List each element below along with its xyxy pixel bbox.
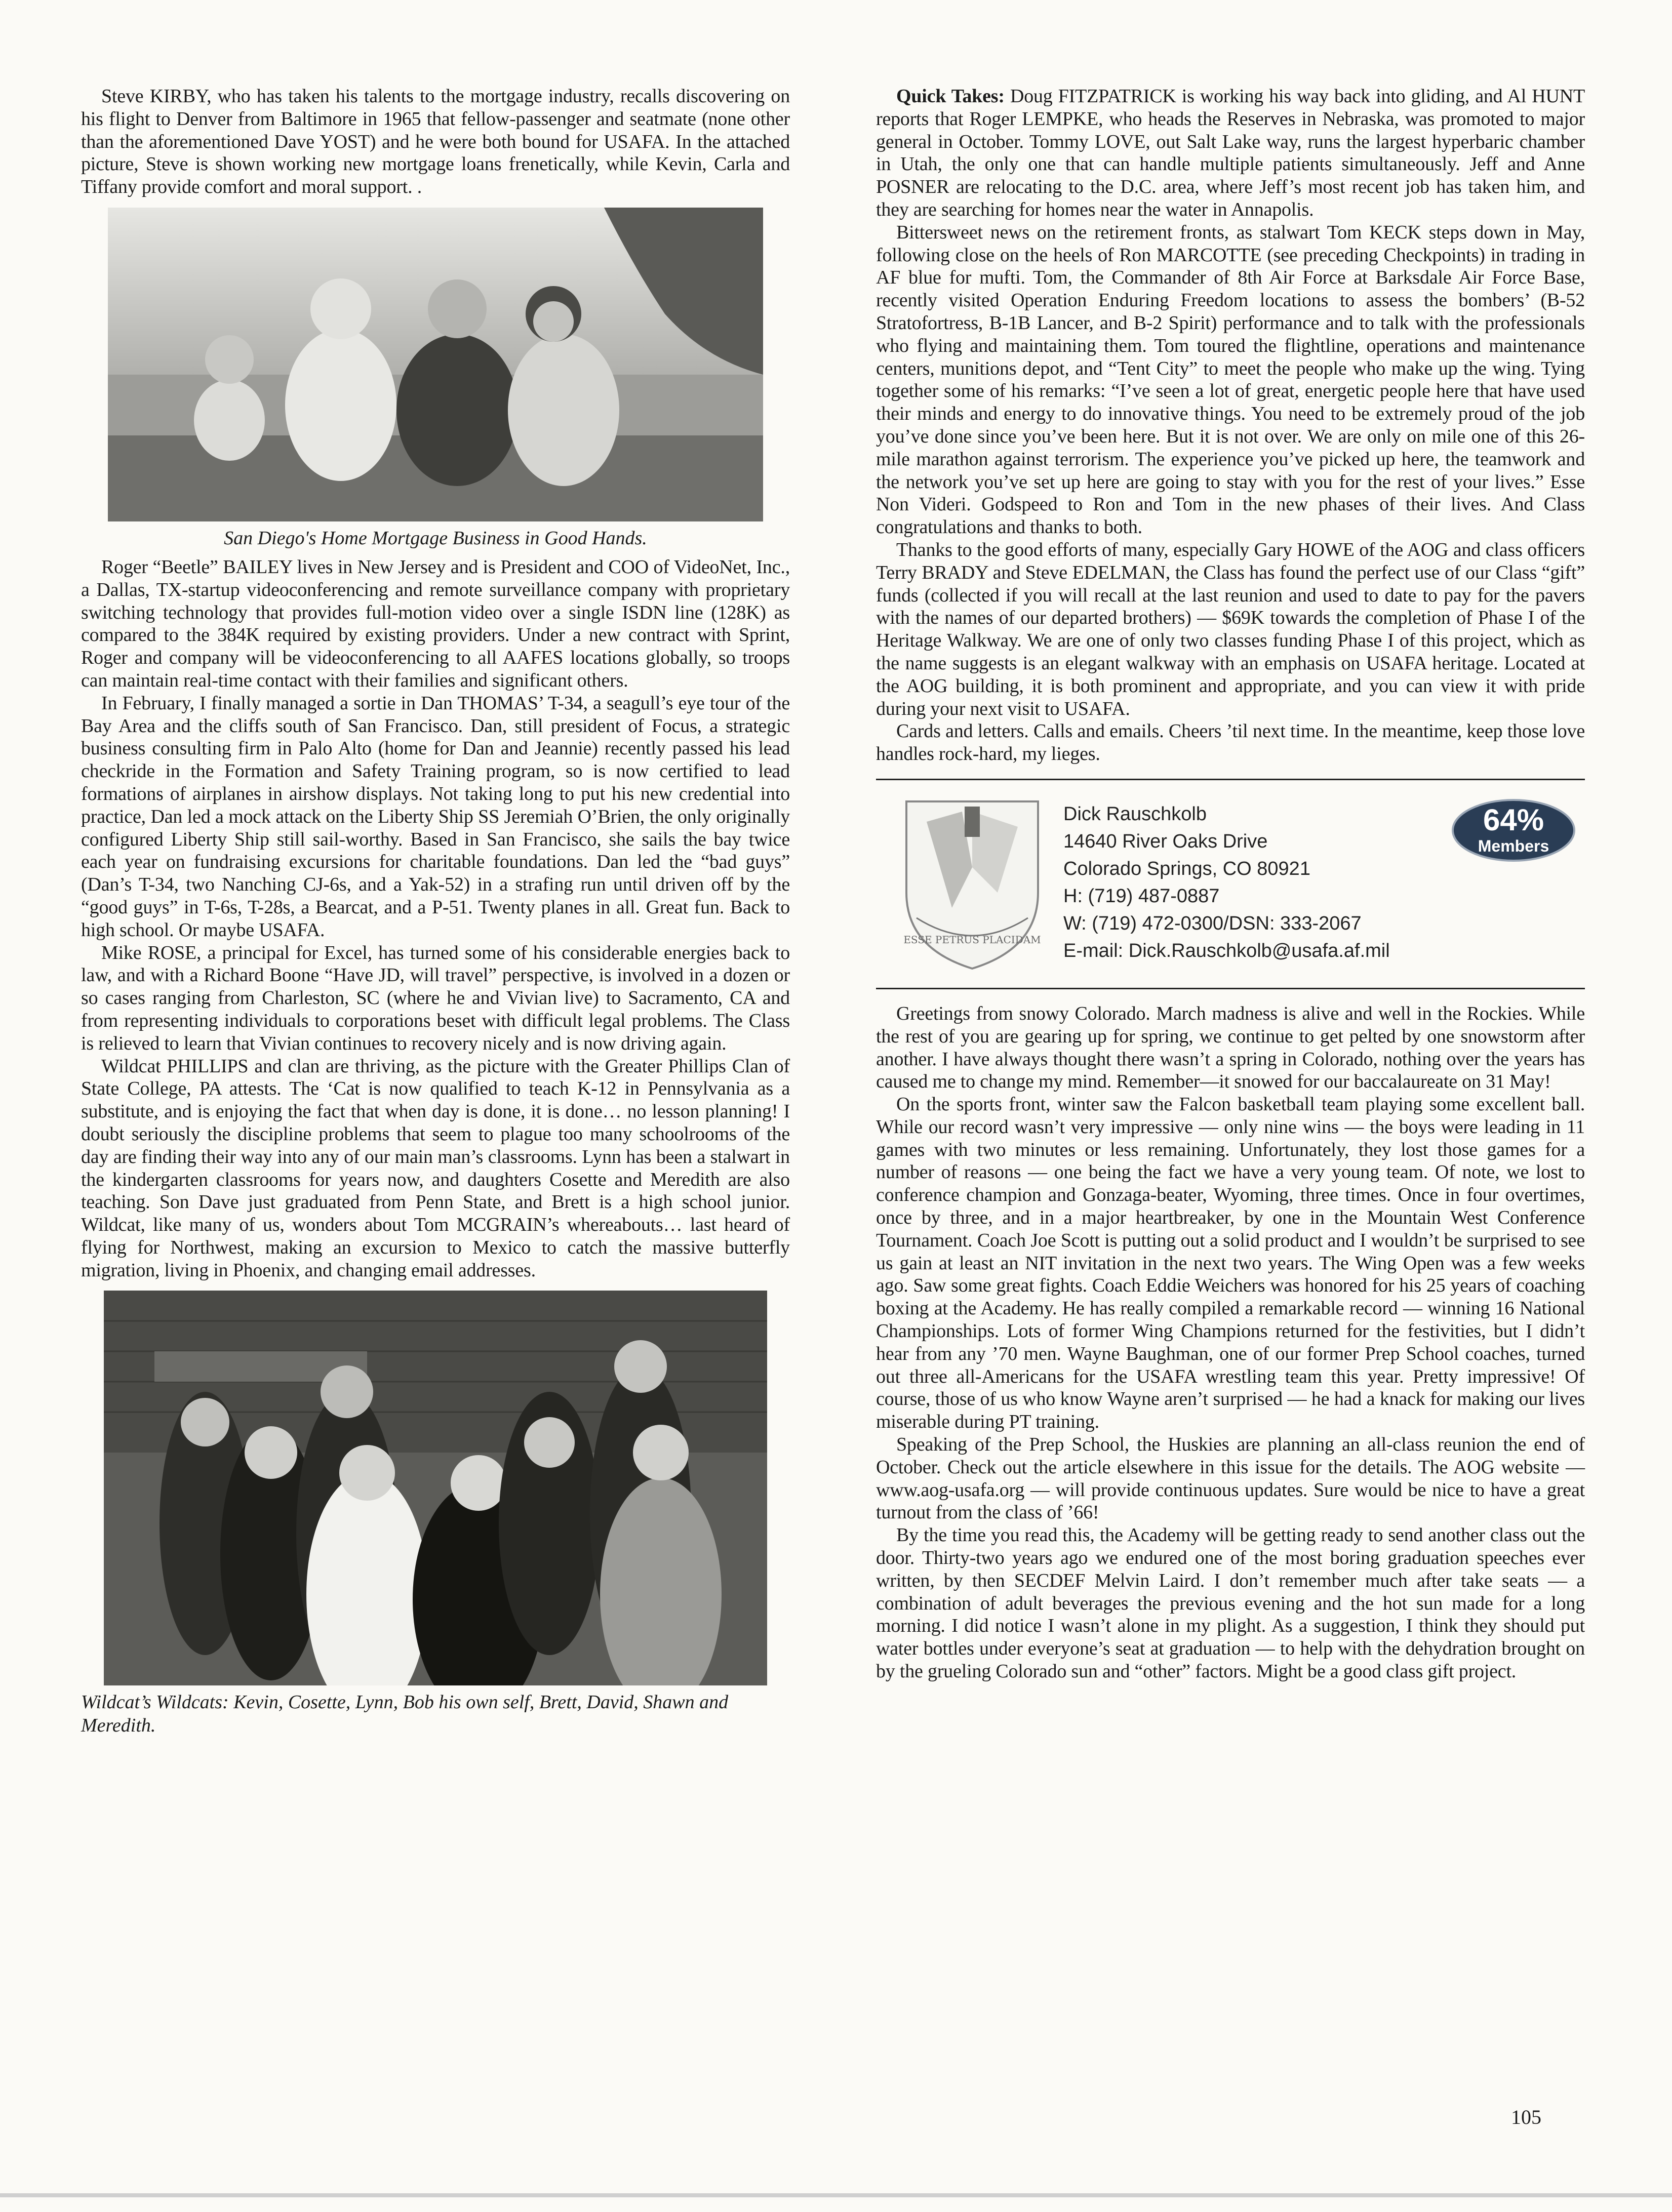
paragraph-prep-school: Speaking of the Prep School, the Huskies are planning an all-class reunion the end of October. Check out the article elsewhere in this issue for the details. The AOG website — www.aog-usafa.org — will provide continuous updates. Sure would be nice to have a great turnout from the class of ’66! xyxy=(876,1434,1585,1523)
paragraph-cards: Cards and letters. Calls and emails. Cheers ’til next time. In the meantime, keep those love handles rock-hard, my lieges. xyxy=(876,720,1585,765)
contact-work-phone: W: (719) 472-0300/DSN: 333-2067 xyxy=(1063,912,1362,934)
class-crest-icon xyxy=(896,791,1048,974)
paragraph-quick-takes xyxy=(876,85,1585,221)
quick-takes-label: Quick Takes: xyxy=(896,86,1005,107)
crest-motto: ESSE PETRUS PLACIDAM xyxy=(903,933,1041,946)
contact-home-phone: H: (719) 487-0887 xyxy=(1063,885,1220,907)
photo-kirby-family xyxy=(108,208,763,521)
photo-caption-phillips: Wildcat’s Wildcats: Kevin, Cosette, Lynn, Bob his own self, Brett, David, Shawn and Meredith. xyxy=(81,1692,729,1737)
members-percentage-badge xyxy=(1450,797,1577,863)
paragraph-greetings: Greetings from snowy Colorado. March madness is alive and well in the Rockies. While the rest of you are gearing up for spring, we continue to get pelted by one snowstorm after another. I have always thought there wasn’t a spring in Colorado, nothing over the years has caused me to change my mind. Remember—it snowed for our baccalaureate on 31 May! xyxy=(876,1002,1585,1093)
paragraph-thomas: In February, I finally managed a sortie in Dan THOMAS’ T-34, a seagull’s eye tour of the Bay Area and the cliffs south of San Francisco. Dan, still president of Focus, a strategic business consulting firm in Palo Alto (home for Dan and Jeannie) recently passed his lead checkride in the Formation and Safety Training program, so is now certified to lead formations of airplanes in airshow displays. Not taking long to put his new credential into practice, Dan led a mock attack on the Liberty Ship SS Jeremiah O’Brien, the only originally configured Liberty Ship still sail-worthy. Based in San Francisco, she sails the bay twice each year on fundraising excursions for charitable foundations. Dan led the “bad guys” (Dan’s T-34, two Nanching CJ-6s, and a Yak-52) in a strafing run until driven off by the “good guys” in T-6s, T-28s, a Bearcat, and a P-51. Twenty planes in all. Great fun. Back to high school. Or maybe USAFA. xyxy=(81,692,790,941)
contact-city: Colorado Springs, CO 80921 xyxy=(1063,858,1310,879)
page-number: 105 xyxy=(1511,2106,1541,2128)
class-scribe-contact-box xyxy=(876,779,1585,989)
photo-caption-kirby: San Diego's Home Mortgage Business in Good Hands. xyxy=(224,527,647,549)
paragraph-kirby: Steve KIRBY, who has taken his talents to the mortgage industry, recalls discovering on his flight to Denver from Baltimore in 1965 that fellow-passenger and seatmate (none other than the aforementioned Dave YOST) and he were both bound for USAFA. In the attached picture, Steve is shown working new mortgage loans frenetically, while Kevin, Carla and Tiffany provide comfort and moral support. . xyxy=(81,86,790,198)
photo-phillips-clan xyxy=(104,1291,767,1685)
contact-details xyxy=(1063,800,1390,964)
quick-takes-text: Doug FITZPATRICK is working his way back into gliding, and Al HUNT reports that Roger LEMPKE, who heads the Reserves in Nebraska, was promoted to major general in October. Tommy LOVE, out Salt Lake way, runs the largest hyperbaric chamber in Utah, the only one that can handle multiple patients simultaneously. Jeff and Anne POSNER are relocating to the D.C. area, where Jeff’s most recent job has taken him, and they are searching for homes near the water in Annapolis. xyxy=(876,86,1585,220)
bottom-edge xyxy=(0,2193,1672,2197)
right-column xyxy=(876,85,1585,1683)
members-label: Members xyxy=(1478,836,1549,855)
paragraph-rose: Mike ROSE, a principal for Excel, has turned some of his considerable energies back to law, and with a Richard Boone “Have JD, will travel” perspective, is involved in a dozen or so cases ranging from Charleston, SC (where he and Vivian live) to Sacramento, CA and from representing individuals to corporations beset with difficult legal problems. The Class is relieved to learn that Vivian continues to recovery nicely and is now driving again. xyxy=(81,942,790,1054)
paragraph-howe: Thanks to the good efforts of many, especially Gary HOWE of the AOG and class officers Terry BRADY and Steve EDELMAN, the Class has found the perfect use of our Class “gift” funds (collected if you will recall at the last reunion and used to date to pay for the pavers with the names of our departed brothers) — $69K towards the completion of Phase I of the Heritage Walkway. We are one of only two classes funding Phase I of this project, which as the name suggests is an elegant walkway with an emphasis on USAFA heritage. Located at the AOG building, it is both prominent and appropriate, and you can view it with pride during your next visit to USAFA. xyxy=(876,539,1585,719)
paragraph-keck: Bittersweet news on the retirement fronts, as stalwart Tom KECK steps down in May, following close on the heels of Ron MARCOTTE (see preceding Checkpoints) in trading in AF blue for mufti. Tom, the Commander of 8th Air Force at Barksdale Air Force Base, recently visited Operation Enduring Freedom locations to assess the bombers’ (B-52 Stratofortress, B-1B Lancer, and B-2 Spirit) performance and to talk with the professionals who flying and maintaining them. Tom toured the flightline, operations and maintenance centers, munitions depot, and “Tent City” to meet the people who make up the wing. Tying together some of his remarks: “I’ve seen a lot of great, energetic people here that have used their minds and energy to do innovative things. You need to be extremely proud of the job you’ve done since you’ve been here. But it is not over. We are only on mile one of this 26-mile marathon against terrorism. The experience you’ve picked up here, the teamwork and the network you’ve set up here are going to stay with you for the rest of your lives.” Esse Non Videri. Godspeed to Ron and Tom in the new phases of their lives. And Class congratulations and thanks to both. xyxy=(876,221,1585,538)
left-column xyxy=(81,85,790,1743)
paragraph-bailey: Roger “Beetle” BAILEY lives in New Jersey and is President and COO of VideoNet, Inc., a Dallas, TX-startup videoconferencing and remote surveillance company with proprietary switching technology that provides full-motion video over a single ISDN line (128K) as compared to the 384K required by existing providers. Under a new contract with Sprint, Roger and company will be videoconferencing to all AAFES locations globally, so troops can maintain real-time contact with their families and significant others. xyxy=(81,556,790,691)
contact-name: Dick Rauschkolb xyxy=(1063,803,1207,825)
paragraph-sports: On the sports front, winter saw the Falcon basketball team playing some excellent ball. While our record wasn’t very impressive — only nine wins — the boys were leading in 11 games with two minutes or less remaining. Unfortunately, they lost those games for a number of reasons — one being the fact we have a very young team. Of note, we lost to conference champion and Gonzaga-beater, Wyoming, three times. Once in four overtimes, once by three, and in a major heartbreaker, by one in the Mountain West Conference Tournament. Coach Joe Scott is putting out a solid product and I wouldn’t be surprised to see us gain at least an NIT invitation in the next two years. The Wing Open was a few weeks ago. Saw some great fights. Coach Eddie Weichers was honored for his 25 years of coaching boxing at the Academy. He has really compiled a remarkable record — winning 16 National Championships. Lots of former Wing Champions returned for the festivities, but I didn’t hear from any ’70 men. Wayne Baughman, one of our former Prep School coaches, turned out three all-Americans for the USAFA wrestling team this year. Pretty impressive! Of course, those of us who know Wayne aren’t surprised — he had a knack for making our lives miserable during PT training. xyxy=(876,1094,1585,1433)
paragraph-graduation: By the time you read this, the Academy will be getting ready to send another class out the door. Thirty-two years ago we endured one of the most boring graduation speeches ever written, by then SECDEF Melvin Laird. I don’t remember much after take seats — a combination of adult beverages the previous evening and the hot sun made for a long morning. I did notice I wasn’t alone in my plight. As a suggestion, I think they should put water bottles under everyone’s seat at graduation — to help with the dehydration brought on by the grueling Colorado sun and “other” factors. Might be a good class gift project. xyxy=(876,1524,1585,1682)
members-percent: 64% xyxy=(1483,802,1544,837)
contact-street: 14640 River Oaks Drive xyxy=(1063,830,1268,852)
contact-email[interactable]: E-mail: Dick.Rauschkolb@usafa.af.mil xyxy=(1063,940,1390,961)
paragraph-phillips: Wildcat PHILLIPS and clan are thriving, as the picture with the Greater Phillips Clan of State College, PA attests. The ‘Cat is now qualified to teach K-12 in Pennsylvania as a substitute, and is enjoying the fact that when day is done, it is done… no lesson planning! I doubt seriously the discipline problems that seem to plague too many schoolrooms of the day are finding their way into any of our main man’s classrooms. Lynn has been a stalwart in the kindergarten classrooms for years now, and daughters Cosette and Meredith are also teaching. Son Dave just graduated from Penn State, and Brett is a high school junior. Wildcat, like many of us, wonders about Tom MCGRAIN’s whereabouts… last heard of flying for Northwest, making an excursion to Mexico to catch the massive butterfly migration, living in Phoenix, and changing email addresses. xyxy=(81,1055,790,1281)
